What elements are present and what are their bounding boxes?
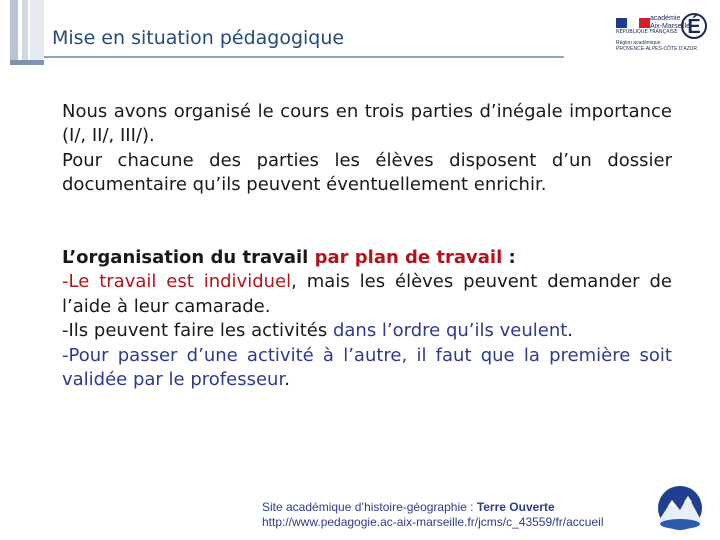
decor-bar	[30, 0, 44, 60]
title-box	[44, 18, 564, 58]
footer	[262, 500, 603, 530]
logo-region-line1: Région académique	[616, 40, 661, 46]
list-item	[62, 270, 672, 319]
list-item-text: .	[567, 320, 574, 342]
list-item-text: , mais les élèves peuvent demander de l’aide à leur camarade.	[62, 271, 672, 317]
mountain-logo-icon	[652, 482, 708, 532]
list-item-highlight: -Pour passer d’une activité à l’autre, il faut que la première soit validée par le professeur	[62, 344, 672, 391]
decor-bar	[10, 60, 44, 65]
organisation-paragraph	[62, 246, 672, 392]
logo-academie-line2: Aix-Marseille	[650, 23, 691, 30]
list-item	[62, 319, 672, 343]
list-item-highlight: dans l’ordre qu’ils veulent	[332, 320, 568, 342]
academie-logo	[610, 4, 710, 54]
slide-title: Mise en situation pédagogique	[52, 27, 345, 49]
list-item	[62, 344, 672, 393]
list-item-highlight: -Le travail est individuel	[62, 271, 292, 293]
footer-text: Site académique d’histoire-géographie :	[262, 500, 477, 514]
org-title-highlight: par plan de travail	[314, 247, 503, 268]
svg-text:É: É	[687, 16, 701, 38]
org-title-part: :	[502, 247, 516, 268]
logo-academie-line1: académie	[650, 15, 681, 22]
academie-e-icon	[680, 8, 708, 40]
footer-line-1	[262, 500, 603, 515]
decor-bar	[10, 0, 18, 60]
decor-bar	[22, 0, 28, 60]
footer-url[interactable]: http://www.pedagogie.ac-aix-marseille.fr/jcms/c_43559/fr/accueil	[262, 515, 604, 529]
list-item-text: -Ils peuvent faire les activités	[62, 320, 333, 342]
logo-region-line2: PROVENCE-ALPES-CÔTE D'AZUR	[616, 46, 697, 52]
logo-caption: RÉPUBLIQUE FRANÇAISE	[616, 29, 678, 35]
intro-line-1: Nous avons organisé le cours en trois parties d’inégale importance (I/, II/, III/).	[62, 101, 672, 147]
intro-line-2: Pour chacune des parties les élèves disposent d’un dossier documentaire qu’ils peuvent éventuellement enrichir.	[62, 149, 672, 196]
footer-site-name: Terre Ouverte	[476, 500, 555, 514]
intro-paragraph	[62, 100, 672, 198]
list-item-text: .	[284, 369, 290, 391]
organisation-title	[62, 246, 672, 270]
org-title-part: L’organisation du travail	[62, 247, 315, 268]
french-flag-icon	[616, 18, 650, 28]
